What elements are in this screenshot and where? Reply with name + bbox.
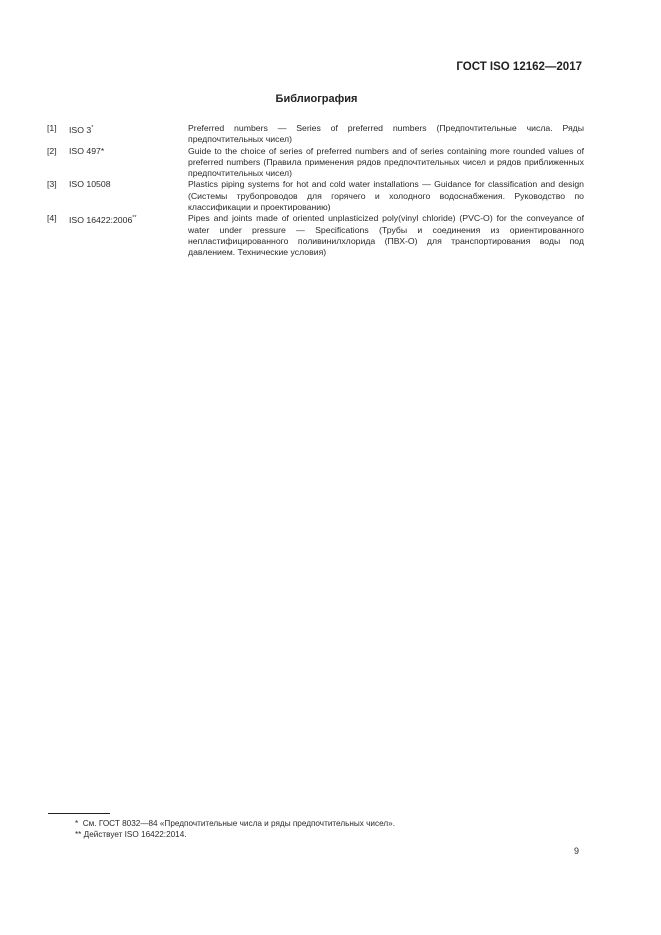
- entry-description: Plastics piping systems for hot and cold water installations — Guidance for classification and design (Системы трубопроводов для горячего и холодного водоснабжения. Руководство по классификации и проектированию): [188, 179, 584, 213]
- entry-description: Pipes and joints made of oriented unplasticized poly(vinyl chloride) (PVC-O) for the conveyance of water under pressure — Specifications (Трубы и соединения из ориентированного непластифицированного поливинилхлорида (ПВХ-О) для транспортирования воды под давлением. Технические условия): [188, 213, 584, 258]
- entry-description: Preferred numbers — Series of preferred numbers (Предпочтительные числа. Ряды предпочтительных чисел): [188, 123, 584, 145]
- bibliography-entry: [47, 123, 584, 146]
- entry-number: [4]: [47, 213, 57, 224]
- bibliography-entry: [47, 213, 584, 258]
- bibliography-list: [47, 123, 584, 259]
- section-title: Библиография: [275, 93, 358, 105]
- footnote: * См. ГОСТ 8032—84 «Предпочтительные числа и ряды предпочтительных чисел».: [75, 819, 395, 828]
- entry-number: [1]: [47, 123, 57, 133]
- entry-reference: ISO 10508: [69, 179, 111, 190]
- entry-number: [3]: [47, 179, 57, 190]
- entry-reference: ISO 16422:2006**: [69, 215, 137, 226]
- entry-description: Guide to the choice of series of preferred numbers and of series containing more rounded values of preferred numbers (Правила применения рядов предпочтительных чисел и рядов приближенных предпочтительных чисел): [188, 145, 584, 179]
- document-header: ГОСТ ISO 12162—2017: [456, 61, 582, 73]
- footnote: ** Действует ISO 16422:2014.: [75, 830, 187, 840]
- footnote-divider: [48, 813, 110, 814]
- entry-number: [2]: [47, 145, 57, 156]
- footnotes: [75, 818, 395, 841]
- entry-reference: ISO 3*: [69, 125, 94, 135]
- entry-reference: ISO 497*: [69, 145, 105, 156]
- page-number: 9: [574, 846, 580, 856]
- bibliography-entry: [47, 179, 584, 213]
- bibliography-entry: [47, 146, 584, 180]
